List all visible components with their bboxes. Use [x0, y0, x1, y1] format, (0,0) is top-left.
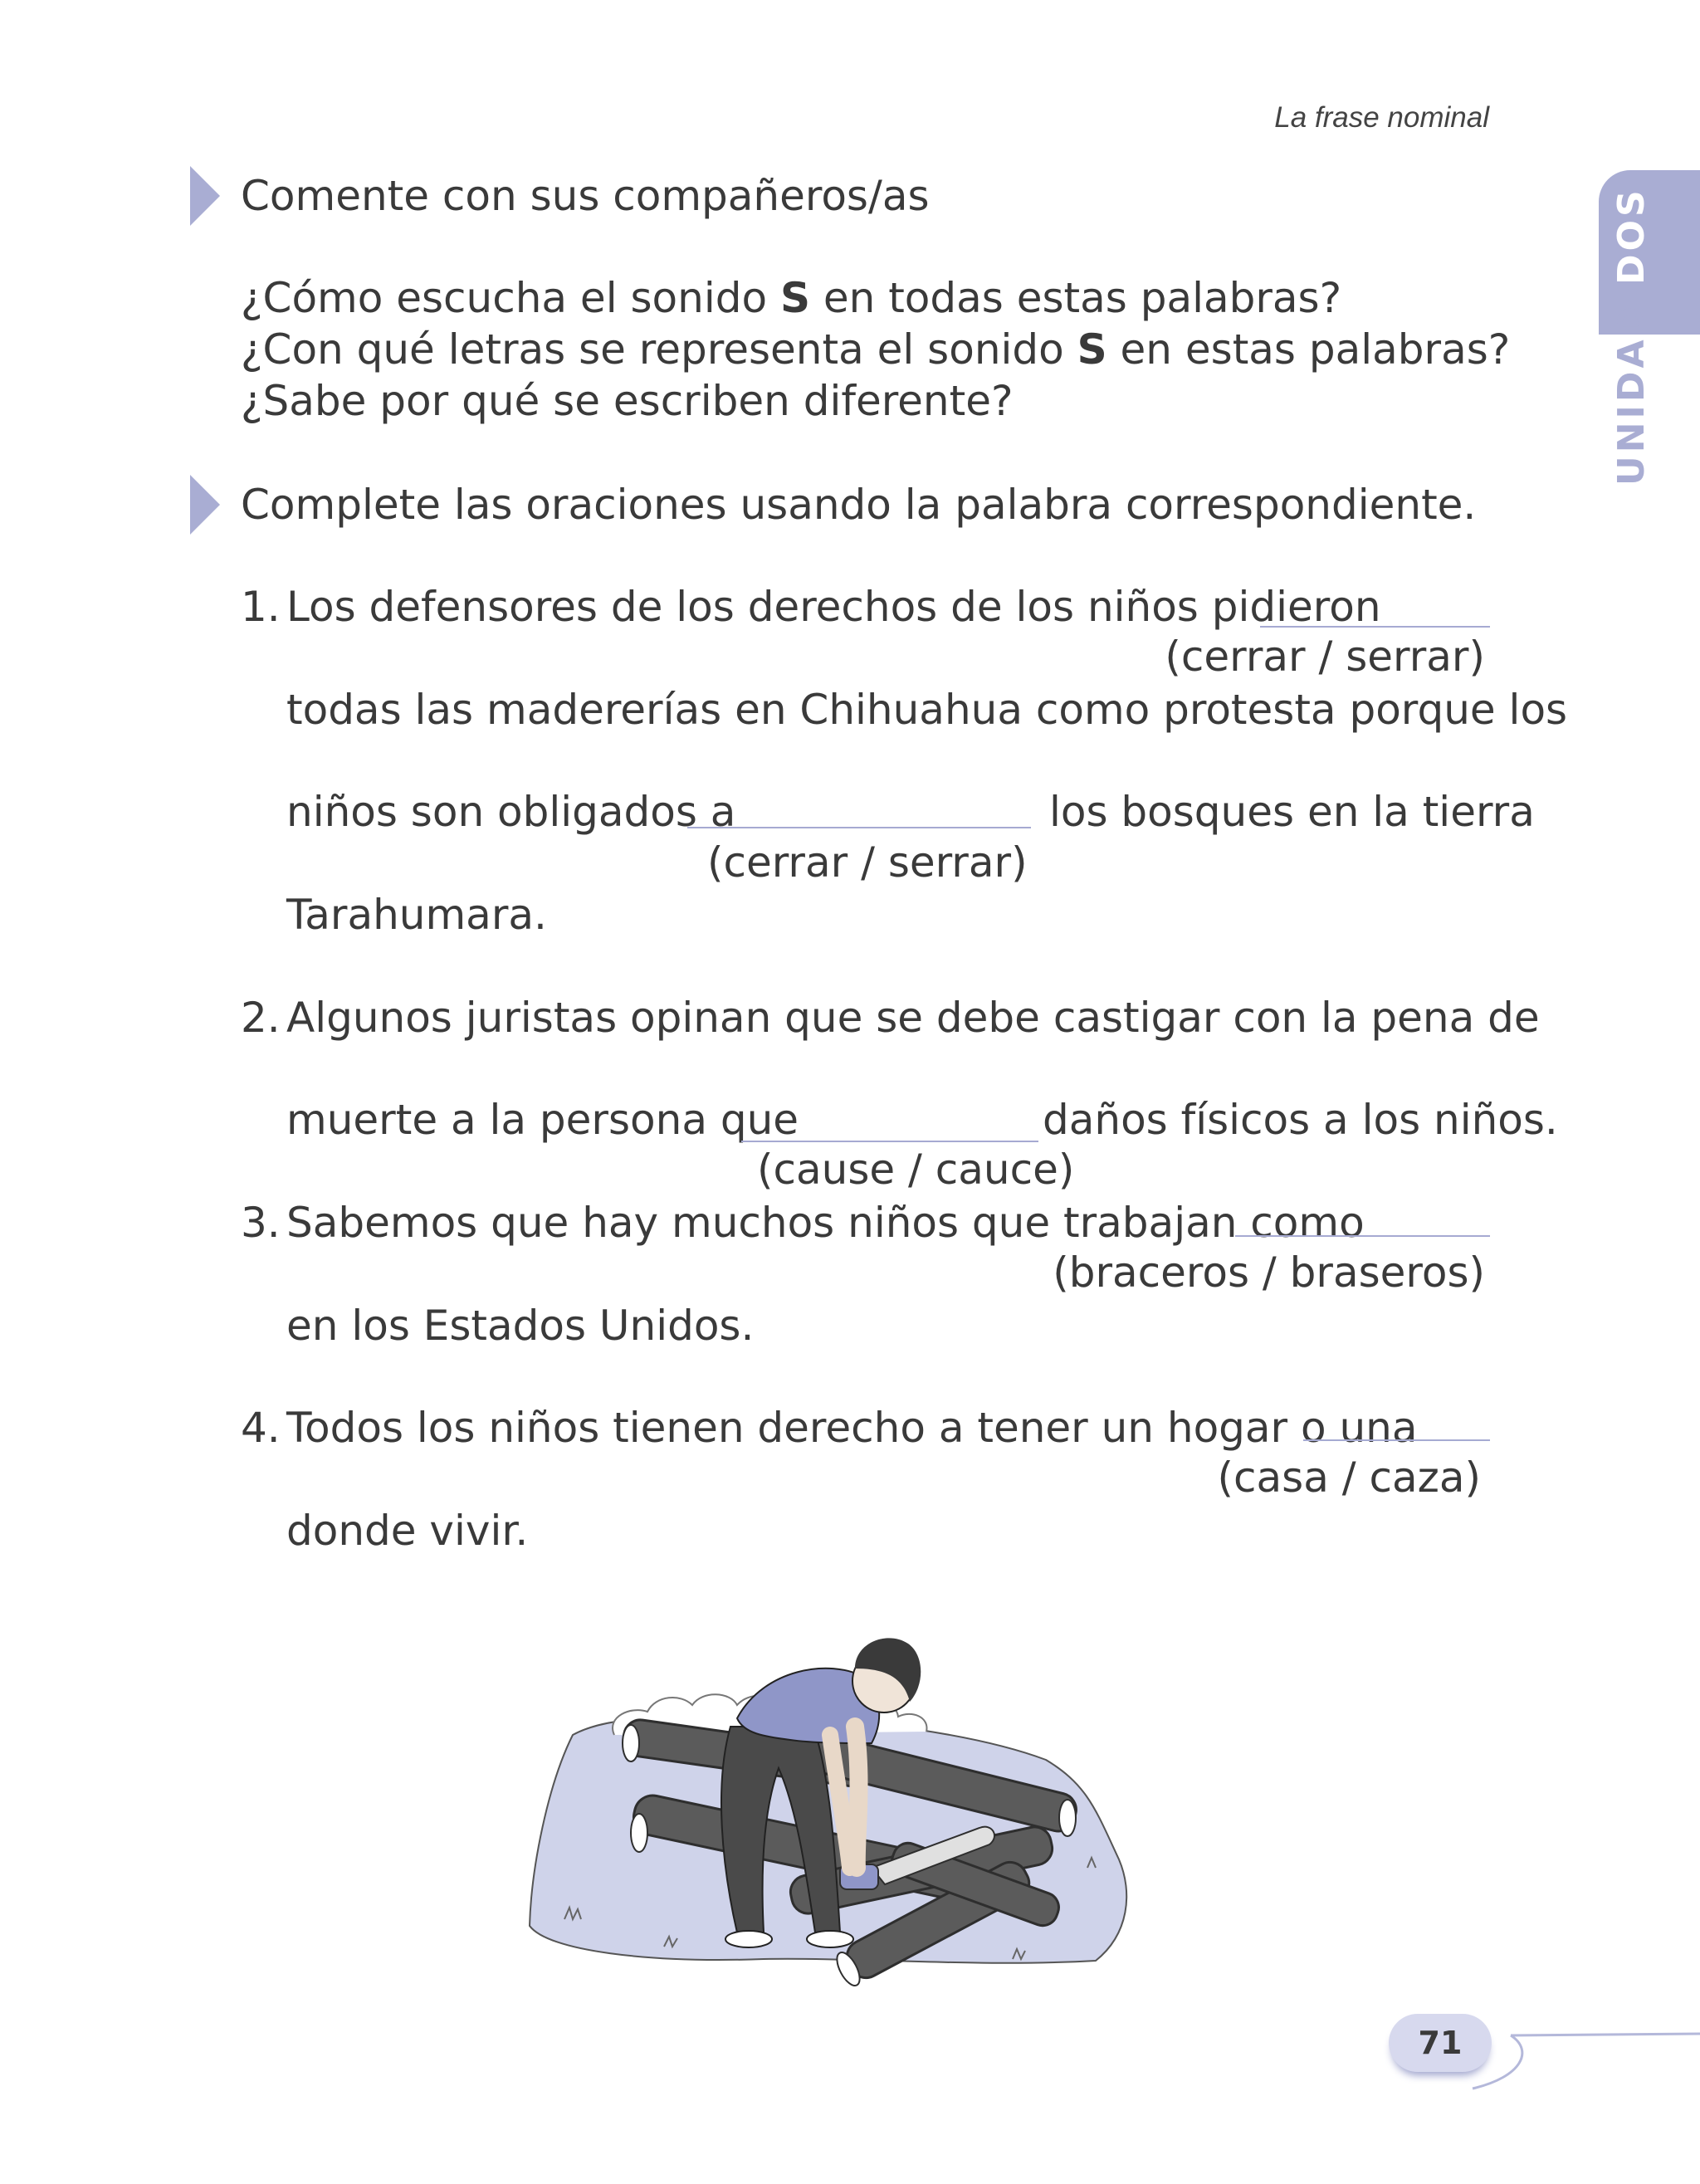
question-2-bold-s: S — [1077, 325, 1107, 374]
item-2-line-1: Algunos juristas opinan que se debe castigar con la pena de — [286, 994, 1540, 1042]
item-4-line-1: Todos los niños tienen derecho a tener un hogar o una — [286, 1404, 1418, 1452]
item-2-line-2-start: muerte a la persona que — [286, 1096, 799, 1144]
question-3: ¿Sabe por qué se escriben diferente? — [241, 377, 1014, 425]
item-1-number: 1. — [241, 583, 281, 631]
item-1-line-3-end: los bosques en la tierra — [1049, 788, 1535, 836]
item-1-blank-2[interactable] — [687, 827, 1031, 828]
question-1 — [241, 272, 1341, 324]
instruction-comment: Comente con sus compañeros/as — [241, 172, 930, 220]
item-1-line-2: todas las madererías en Chihuahua como protesta porque los — [286, 686, 1568, 734]
running-head: La frase nominal — [1274, 101, 1489, 134]
item-3-number: 3. — [241, 1199, 281, 1247]
item-2-line-2-end: daños físicos a los niños. — [1043, 1096, 1558, 1144]
question-2-text: ¿Con qué letras se representa el sonido — [241, 325, 1077, 374]
item-2-blank[interactable] — [741, 1141, 1038, 1142]
question-2-text-end: en estas palabras? — [1106, 325, 1511, 374]
boy-sawing-logs-illustration — [515, 1619, 1146, 2001]
item-2-number: 2. — [241, 994, 281, 1042]
bullet-arrow-icon — [190, 475, 220, 535]
question-1-text: ¿Cómo escucha el sonido — [241, 274, 780, 322]
page-number-swoosh-decoration — [1469, 2025, 1700, 2092]
item-1-option-1: (cerrar / serrar) — [1165, 633, 1485, 681]
item-1-blank-1[interactable] — [1260, 626, 1490, 628]
question-1-bold-s: S — [779, 274, 810, 322]
question-2 — [241, 324, 1510, 375]
instruction-complete: Complete las oraciones usando la palabra correspondiente. — [241, 481, 1477, 529]
item-3-line-1: Sabemos que hay muchos niños que trabajan como — [286, 1199, 1365, 1247]
item-4-number: 4. — [241, 1404, 281, 1452]
item-1-line-4: Tarahumara. — [286, 891, 547, 939]
item-4-blank[interactable] — [1303, 1439, 1490, 1441]
bullet-arrow-icon — [190, 166, 220, 226]
unit-tab-word-dos: DOS — [1610, 187, 1653, 285]
page-number: 71 — [1389, 2014, 1492, 2072]
unit-tab-label — [1610, 187, 1653, 486]
item-1-line-1: Los defensores de los derechos de los niños pidieron — [286, 583, 1381, 631]
item-3-option: (braceros / braseros) — [1053, 1248, 1485, 1297]
unit-tab-word-unidad: UNIDAD — [1610, 302, 1653, 486]
item-1-option-2: (cerrar / serrar) — [707, 838, 1028, 887]
item-1-line-3-start: niños son obligados a — [286, 788, 736, 836]
item-3-line-2: en los Estados Unidos. — [286, 1302, 755, 1350]
item-2-option: (cause / cauce) — [757, 1146, 1075, 1194]
item-4-option: (casa / caza) — [1217, 1454, 1481, 1502]
item-4-line-2: donde vivir. — [286, 1507, 529, 1555]
item-3-blank[interactable] — [1235, 1235, 1490, 1237]
question-1-text-end: en todas estas palabras? — [809, 274, 1342, 322]
